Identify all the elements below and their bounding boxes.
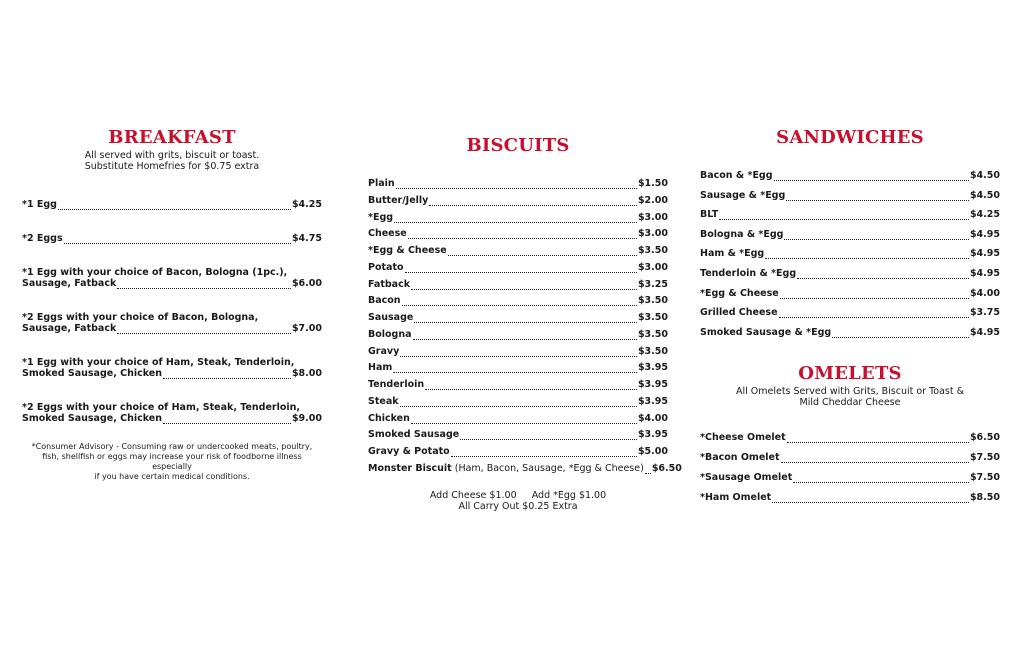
item-name: Butter/Jelly	[368, 194, 429, 206]
menu-item	[700, 170, 1000, 181]
item-price: $3.50	[637, 245, 668, 256]
dot-leader	[719, 211, 969, 220]
item-name-line1: *2 Eggs with your choice of Bacon, Bologna,	[22, 312, 259, 323]
item-name-line1: *1 Egg with your choice of Bacon, Bologna (1pc.),	[22, 267, 288, 278]
item-name: *Bacon Omelet	[700, 451, 780, 463]
item-price: $5.00	[637, 446, 668, 457]
dot-leader	[780, 290, 969, 299]
item-price: $6.00	[291, 278, 322, 289]
item-name: *2 Eggs	[22, 233, 63, 244]
menu-item	[700, 268, 1000, 279]
biscuits-items	[368, 178, 682, 474]
dot-leader	[797, 270, 969, 279]
menu-item	[700, 452, 1000, 463]
biscuits-section	[368, 134, 682, 512]
item-name	[368, 463, 644, 474]
dot-leader	[781, 454, 969, 463]
item-price: $4.95	[969, 267, 1000, 279]
dot-leader	[787, 434, 969, 443]
item-price: $6.50	[651, 462, 682, 474]
advisory-line: *Consumer Advisory - Consuming raw or undercooked meats, poultry,	[31, 442, 313, 451]
dot-leader	[393, 364, 637, 373]
menu-item	[368, 228, 668, 239]
item-name: Fatback	[368, 278, 411, 290]
item-name: Smoked Sausage & *Egg	[700, 326, 832, 338]
item-price: $7.50	[969, 451, 1000, 463]
item-price: $2.00	[637, 194, 668, 206]
item-name: Potato	[368, 261, 404, 273]
menu-item	[22, 312, 322, 334]
biscuit-extras	[368, 490, 668, 512]
item-price: $3.95	[637, 379, 668, 390]
menu-item	[700, 492, 1000, 503]
item-name: *1 Egg	[22, 199, 57, 210]
item-name: Chicken	[368, 412, 410, 424]
item-name: Tenderloin	[368, 379, 425, 390]
menu-item	[368, 312, 668, 323]
dot-leader	[117, 280, 291, 289]
extras-line: Add Cheese $1.00 Add *Egg $1.00	[429, 489, 607, 501]
item-price: $3.00	[637, 261, 668, 273]
item-name: Cheese	[368, 228, 407, 240]
dot-leader	[163, 415, 291, 424]
extras-line: All Carry Out $0.25 Extra	[458, 500, 578, 512]
menu-item	[700, 307, 1000, 318]
dot-leader	[429, 197, 637, 206]
menu-item	[22, 233, 322, 244]
item-price: $3.00	[637, 228, 668, 240]
dot-leader	[425, 381, 637, 390]
omelets-items	[700, 432, 1000, 503]
dot-leader	[772, 494, 969, 503]
menu-item	[368, 346, 668, 357]
menu-item	[368, 212, 668, 223]
breakfast-items	[22, 199, 322, 424]
dot-leader	[793, 474, 969, 483]
omelets-title: OMELETS	[798, 362, 902, 384]
menu-item	[368, 262, 668, 273]
menu-item	[368, 295, 668, 306]
item-name: Gravy	[368, 345, 400, 357]
item-price: $4.95	[969, 326, 1000, 338]
dot-leader	[411, 281, 637, 290]
dot-leader	[832, 329, 969, 338]
menu-item	[368, 329, 668, 340]
breakfast-subtitle-2: Substitute Homefries for $0.75 extra	[84, 161, 260, 172]
dot-leader	[396, 180, 637, 189]
dot-leader	[402, 297, 637, 306]
item-name: Smoked Sausage, Chicken	[22, 413, 163, 424]
menu-item	[700, 229, 1000, 240]
item-price: $3.00	[637, 211, 668, 223]
item-price: $3.25	[637, 278, 668, 290]
item-name: *Sausage Omelet	[700, 471, 793, 483]
menu-item	[368, 396, 668, 407]
item-name: Bacon & *Egg	[700, 170, 773, 181]
menu-item	[22, 402, 322, 424]
dot-leader	[645, 465, 651, 474]
item-name: *Egg & Cheese	[368, 245, 447, 256]
menu-item	[368, 429, 668, 440]
item-price: $4.50	[969, 189, 1000, 201]
item-price: $7.00	[291, 323, 322, 334]
item-name: Grilled Cheese	[700, 307, 778, 319]
item-name: Plain	[368, 178, 395, 189]
dot-leader	[394, 214, 637, 223]
menu-item	[700, 248, 1000, 259]
breakfast-subtitle-1: All served with grits, biscuit or toast.	[84, 150, 260, 161]
menu-item	[368, 245, 668, 256]
dot-leader	[448, 247, 637, 256]
dot-leader	[400, 348, 637, 357]
item-name: *Cheese Omelet	[700, 431, 786, 443]
item-name: Smoked Sausage, Chicken	[22, 368, 163, 379]
breakfast-section	[22, 126, 322, 482]
item-price: $3.50	[637, 295, 668, 307]
dot-leader	[451, 448, 637, 457]
item-name: Sausage & *Egg	[700, 189, 786, 201]
dot-leader	[779, 309, 969, 318]
item-note: (Ham, Bacon, Sausage, *Egg & Cheese)	[451, 462, 644, 474]
item-name: *Egg	[368, 211, 394, 223]
dot-leader	[163, 370, 291, 379]
item-price: $3.95	[637, 429, 668, 441]
omelets-section	[700, 362, 1000, 503]
advisory-line: if you have certain medical conditions.	[94, 472, 250, 481]
item-name-line1: *2 Eggs with your choice of Ham, Steak, Tenderloin,	[22, 402, 300, 413]
sandwiches-title: SANDWICHES	[776, 127, 924, 148]
item-price: $3.75	[969, 307, 1000, 319]
item-price: $8.50	[969, 491, 1000, 503]
menu-item-monster-biscuit	[368, 462, 682, 474]
menu-item	[368, 279, 668, 290]
menu-item	[700, 472, 1000, 483]
item-price: $3.50	[637, 312, 668, 323]
item-price: $6.50	[969, 431, 1000, 443]
dot-leader	[58, 201, 291, 210]
item-name: Smoked Sausage	[368, 429, 460, 441]
breakfast-title: BREAKFAST	[108, 127, 236, 148]
menu-item	[22, 267, 322, 289]
dot-leader	[765, 250, 969, 259]
dot-leader	[117, 325, 291, 334]
item-name: Tenderloin & *Egg	[700, 267, 797, 279]
dot-leader	[414, 314, 637, 323]
item-price: $4.95	[969, 228, 1000, 240]
menu-item	[700, 432, 1000, 443]
menu-item	[700, 190, 1000, 201]
dot-leader	[411, 415, 637, 424]
dot-leader	[774, 172, 969, 181]
item-price: $7.50	[969, 471, 1000, 483]
menu-item	[368, 178, 668, 189]
item-price: $4.00	[969, 287, 1000, 299]
item-name: *Ham Omelet	[700, 491, 772, 503]
item-price: $8.00	[291, 368, 322, 379]
dot-leader	[64, 235, 291, 244]
item-name-line1: *1 Egg with your choice of Ham, Steak, Tenderloin,	[22, 357, 295, 368]
dot-leader	[408, 230, 637, 239]
item-price: $3.95	[637, 395, 668, 407]
item-price: $3.50	[637, 328, 668, 340]
menu-item	[368, 362, 668, 373]
advisory-line: fish, shellfish or eggs may increase your risk of foodborne illness especially	[42, 452, 302, 471]
item-price: $4.75	[291, 233, 322, 244]
item-name: Ham	[368, 362, 393, 374]
menu-item	[700, 209, 1000, 220]
consumer-advisory	[22, 442, 322, 482]
item-name: Sausage, Fatback	[22, 278, 117, 289]
item-price: $4.00	[637, 412, 668, 424]
dot-leader	[784, 231, 968, 240]
item-name: Sausage	[368, 312, 414, 323]
item-name: Steak	[368, 395, 399, 407]
item-price: $3.95	[637, 362, 668, 374]
item-price: $4.95	[969, 248, 1000, 260]
item-name: BLT	[700, 209, 719, 221]
item-name: *Egg & Cheese	[700, 287, 779, 299]
omelets-subtitle-2: Mild Cheddar Cheese	[799, 396, 901, 408]
item-name: Ham & *Egg	[700, 248, 765, 260]
dot-leader	[786, 192, 969, 201]
item-name: Gravy & Potato	[368, 446, 450, 457]
menu-item	[368, 379, 668, 390]
menu-item	[22, 357, 322, 379]
item-price: $9.00	[291, 413, 322, 424]
menu-item	[368, 446, 668, 457]
menu-item	[368, 195, 668, 206]
sandwiches-section	[700, 126, 1000, 512]
sandwiches-items	[700, 170, 1000, 338]
omelets-subtitle-1: All Omelets Served with Grits, Biscuit or Toast &	[735, 385, 965, 397]
biscuits-title: BISCUITS	[466, 135, 570, 156]
menu-item	[22, 199, 322, 210]
item-price: $3.50	[637, 345, 668, 357]
item-name: Bacon	[368, 295, 401, 307]
menu-item	[368, 413, 668, 424]
item-price: $4.50	[969, 170, 1000, 181]
dot-leader	[400, 398, 637, 407]
item-name: Bologna	[368, 328, 412, 340]
item-price: $4.25	[969, 209, 1000, 221]
menu-item	[700, 288, 1000, 299]
item-price: $4.25	[291, 199, 322, 210]
item-name-text: Monster Biscuit	[368, 462, 452, 474]
item-name: Bologna & *Egg	[700, 228, 784, 240]
item-name: Sausage, Fatback	[22, 323, 117, 334]
menu-item	[700, 327, 1000, 338]
dot-leader	[413, 331, 637, 340]
dot-leader	[405, 264, 637, 273]
item-price: $1.50	[637, 178, 668, 189]
dot-leader	[460, 431, 637, 440]
